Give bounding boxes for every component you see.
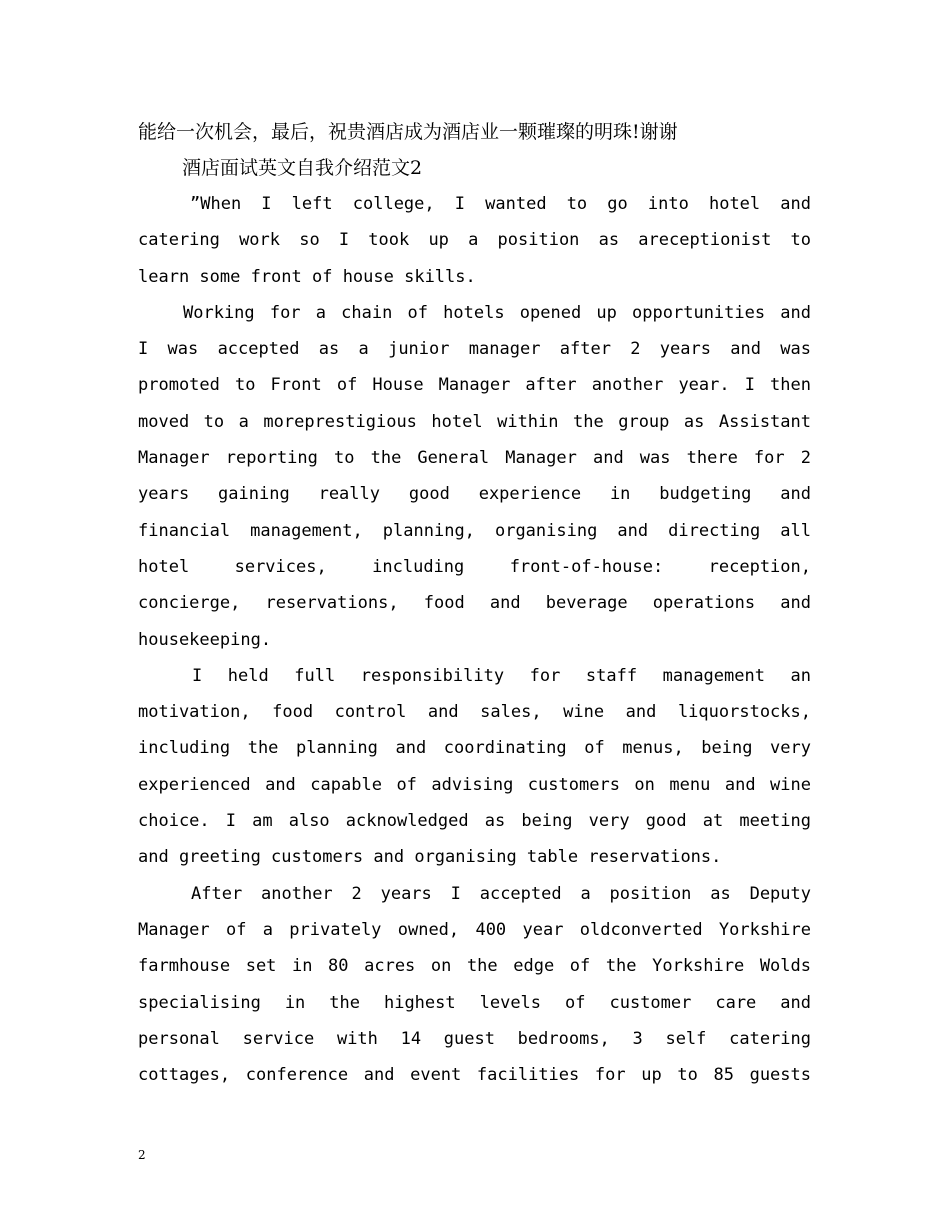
paragraph-4 [138, 876, 811, 1094]
paragraph-line: including the planning and coordinating of menus, being very [138, 738, 811, 759]
paragraph-line: hotel services, including front-of-house: reception, [138, 556, 811, 577]
paragraph-line: personal service with 14 guest bedrooms, 3 self catering [138, 1028, 811, 1049]
body-text [138, 114, 811, 1093]
paragraph-line: concierge, reservations, food and beverage operations and [138, 593, 811, 614]
paragraph-line: After another 2 years I accepted a position as Deputy [191, 883, 811, 904]
paragraph-2 [138, 295, 811, 658]
paragraph-line: Manager of a privately owned, 400 year oldconverted Yorkshire [138, 919, 811, 940]
paragraph-line: moved to a moreprestigious hotel within the group as Assistant [138, 411, 811, 432]
paragraph-line: cottages, conference and event facilities for up to 85 guests [138, 1065, 811, 1086]
paragraph-line: housekeeping. [138, 629, 272, 650]
paragraph-line: financial management, planning, organising and directing all [138, 520, 811, 541]
paragraph-line: promoted to Front of House Manager after another year. I then [138, 375, 811, 396]
paragraph-line: motivation, food control and sales, wine and liquorstocks, [138, 702, 811, 723]
paragraph-line: learn some front of house skills. [138, 266, 476, 287]
paragraph-line: choice. I am also acknowledged as being very good at meeting [138, 811, 811, 832]
paragraph-3 [138, 658, 811, 876]
paragraph-line: I held full responsibility for staff management an [192, 665, 811, 686]
paragraph-line: Manager reporting to the General Manager and was there for 2 [138, 448, 811, 469]
paragraph-line: and greeting customers and organising table reservations. [138, 847, 722, 868]
paragraph-line: catering work so I took up a position as areceptionist to [138, 230, 811, 251]
paragraph-line: Working for a chain of hotels opened up opportunities and [183, 302, 811, 323]
paragraph-line: specialising in the highest levels of customer care and [138, 992, 811, 1013]
paragraph-line: ”When I left college, I wanted to go into hotel and [190, 194, 811, 214]
paragraph-line: I was accepted as a junior manager after 2 years and was [138, 339, 811, 360]
paragraph-line: farmhouse set in 80 acres on the edge of the Yorkshire Wolds [138, 956, 811, 977]
closing-line: 能给一次机会，最后，祝贵酒店成为酒店业一颗璀璨的明珠!谢谢 [138, 121, 678, 143]
paragraph-line: experienced and capable of advising customers on menu and wine [138, 774, 811, 795]
paragraph-line: years gaining really good experience in budgeting and [138, 484, 811, 505]
paragraph-1 [138, 186, 811, 295]
section-heading: 酒店面试英文自我介绍范文2 [182, 157, 423, 179]
page-number: 2 [138, 1148, 146, 1162]
